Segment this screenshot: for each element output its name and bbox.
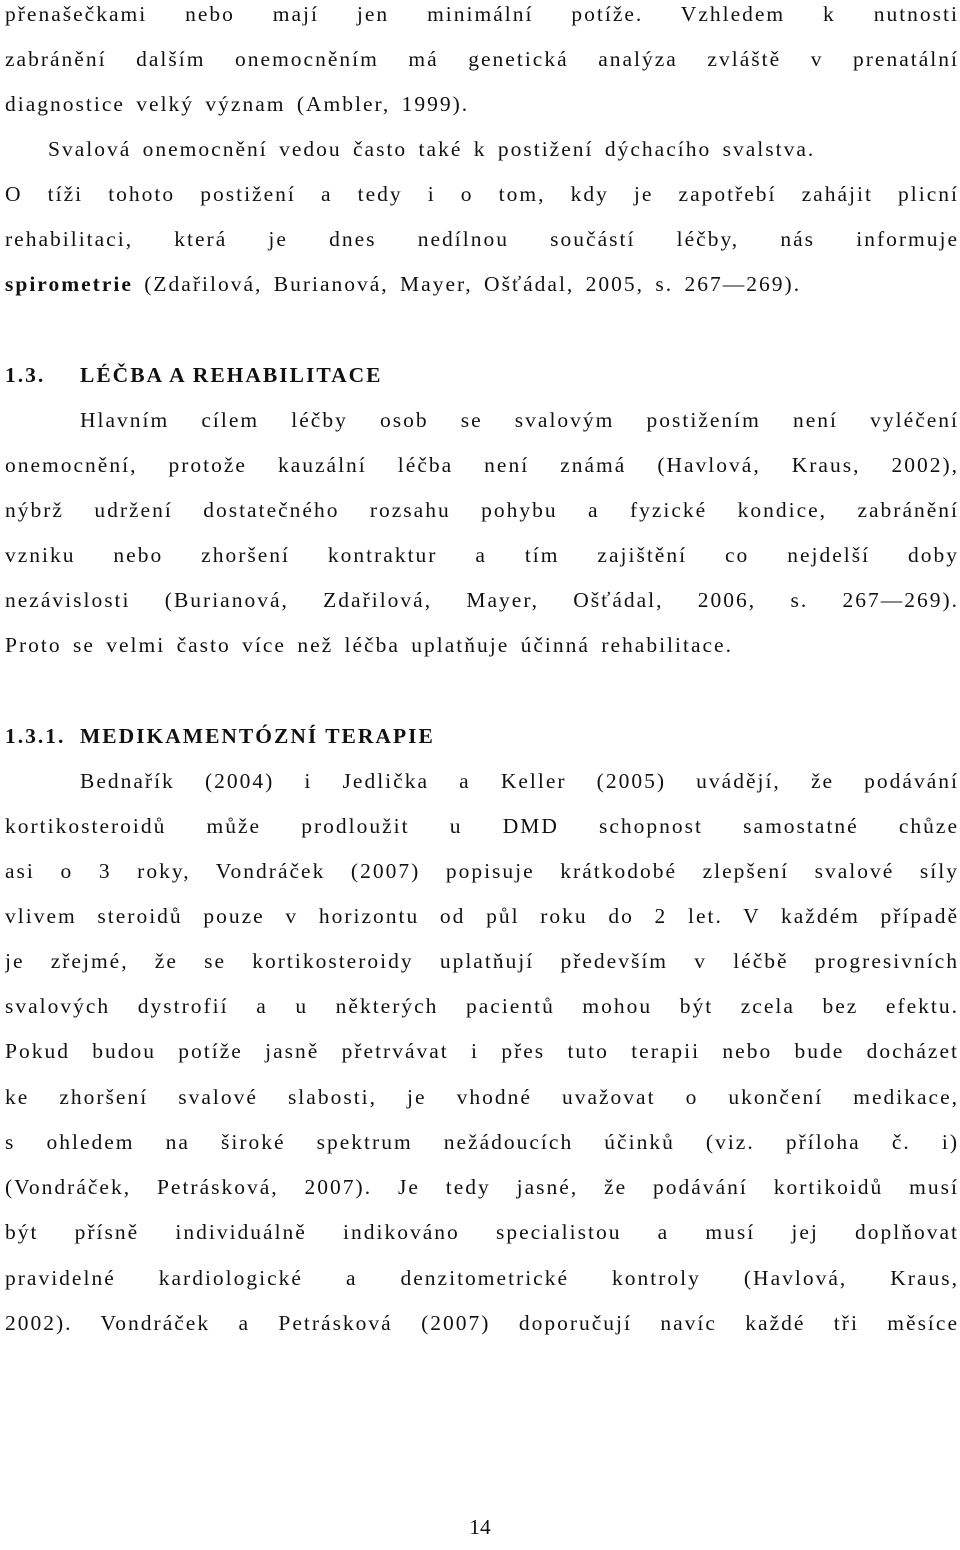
page-number: 14 xyxy=(469,1515,491,1539)
text-line: vlivem steroidů pouze v horizontu od půl roku do 2 let. V každém případě xyxy=(5,904,959,928)
section-number: 1.3. xyxy=(5,363,46,387)
section-number: 1.3.1. xyxy=(5,724,66,748)
text-line: kortikosteroidů může prodloužit u DMD schopnost samostatné chůze xyxy=(5,814,959,838)
text-line-with-bold-term xyxy=(5,262,959,307)
text-line: Pokud budou potíže jasně přetrvávat i přes tuto terapii nebo bude docházet xyxy=(5,1039,959,1063)
text-line: diagnostice velký význam (Ambler, 1999). xyxy=(5,92,470,116)
text-line: zabránění dalším onemocněním má genetická analýza zvláště v prenatální xyxy=(5,47,959,71)
text-line: O tíži tohoto postižení a tedy i o tom, kdy je zapotřebí zahájit plicní xyxy=(5,182,959,206)
text-line: (Vondráček, Petrásková, 2007). Je tedy jasné, že podávání kortikoidů musí xyxy=(5,1175,959,1199)
text-line: Svalová onemocnění vedou často také k postižení dýchacího svalstva. xyxy=(48,137,816,161)
text-line: rehabilitaci, která je dnes nedílnou součástí léčby, nás informuje xyxy=(5,227,959,251)
section-heading xyxy=(5,353,382,398)
bold-term: spirometrie xyxy=(5,272,133,296)
text-line: onemocnění, protože kauzální léčba není známá (Havlová, Kraus, 2002), xyxy=(5,453,959,477)
text-line: Proto se velmi často více než léčba uplatňuje účinná rehabilitace. xyxy=(5,633,733,657)
text-line: být přísně individuálně indikováno specialistou a musí jej doplňovat xyxy=(5,1220,959,1244)
text-line: svalových dystrofií a u některých pacientů mohou být zcela bez efektu. xyxy=(5,994,959,1018)
text-line: asi o 3 roky, Vondráček (2007) popisuje krátkodobé zlepšení svalové síly xyxy=(5,859,959,883)
text-line: s ohledem na široké spektrum nežádoucích účinků (viz. příloha č. i) xyxy=(5,1130,959,1154)
text-line: Bednařík (2004) i Jedlička a Keller (2005) uvádějí, že podávání xyxy=(80,769,959,793)
text-line: je zřejmé, že se kortikosteroidy uplatňují především v léčbě progresivních xyxy=(5,949,959,973)
text-line: nýbrž udržení dostatečného rozsahu pohybu a fyzické kondice, zabránění xyxy=(5,498,959,522)
subsection-heading xyxy=(5,714,435,759)
section-title: LÉČBA A REHABILITACE xyxy=(80,363,383,387)
text-line: nezávislosti (Burianová, Zdařilová, Mayer, Ošťádal, 2006, s. 267—269). xyxy=(5,588,959,612)
text-line: pravidelné kardiologické a denzitometrické kontroly (Havlová, Kraus, xyxy=(5,1266,959,1290)
text-line: ke zhoršení svalové slabosti, je vhodné uvažovat o ukončení medikace, xyxy=(5,1085,959,1109)
text-line: Hlavním cílem léčby osob se svalovým postižením není vyléčení xyxy=(80,408,959,432)
text-line: vzniku nebo zhoršení kontraktur a tím zajištění co nejdelší doby xyxy=(5,543,959,567)
section-title: MEDIKAMENTÓZNÍ TERAPIE xyxy=(80,724,435,748)
text-line: 2002). Vondráček a Petrásková (2007) doporučují navíc každé tři měsíce xyxy=(5,1311,959,1335)
text-run: (Zdařilová, Burianová, Mayer, Ošťádal, 2005, s. 267—269). xyxy=(132,272,802,296)
text-line: přenašečkami nebo mají jen minimální potíže. Vzhledem k nutnosti xyxy=(5,2,959,26)
